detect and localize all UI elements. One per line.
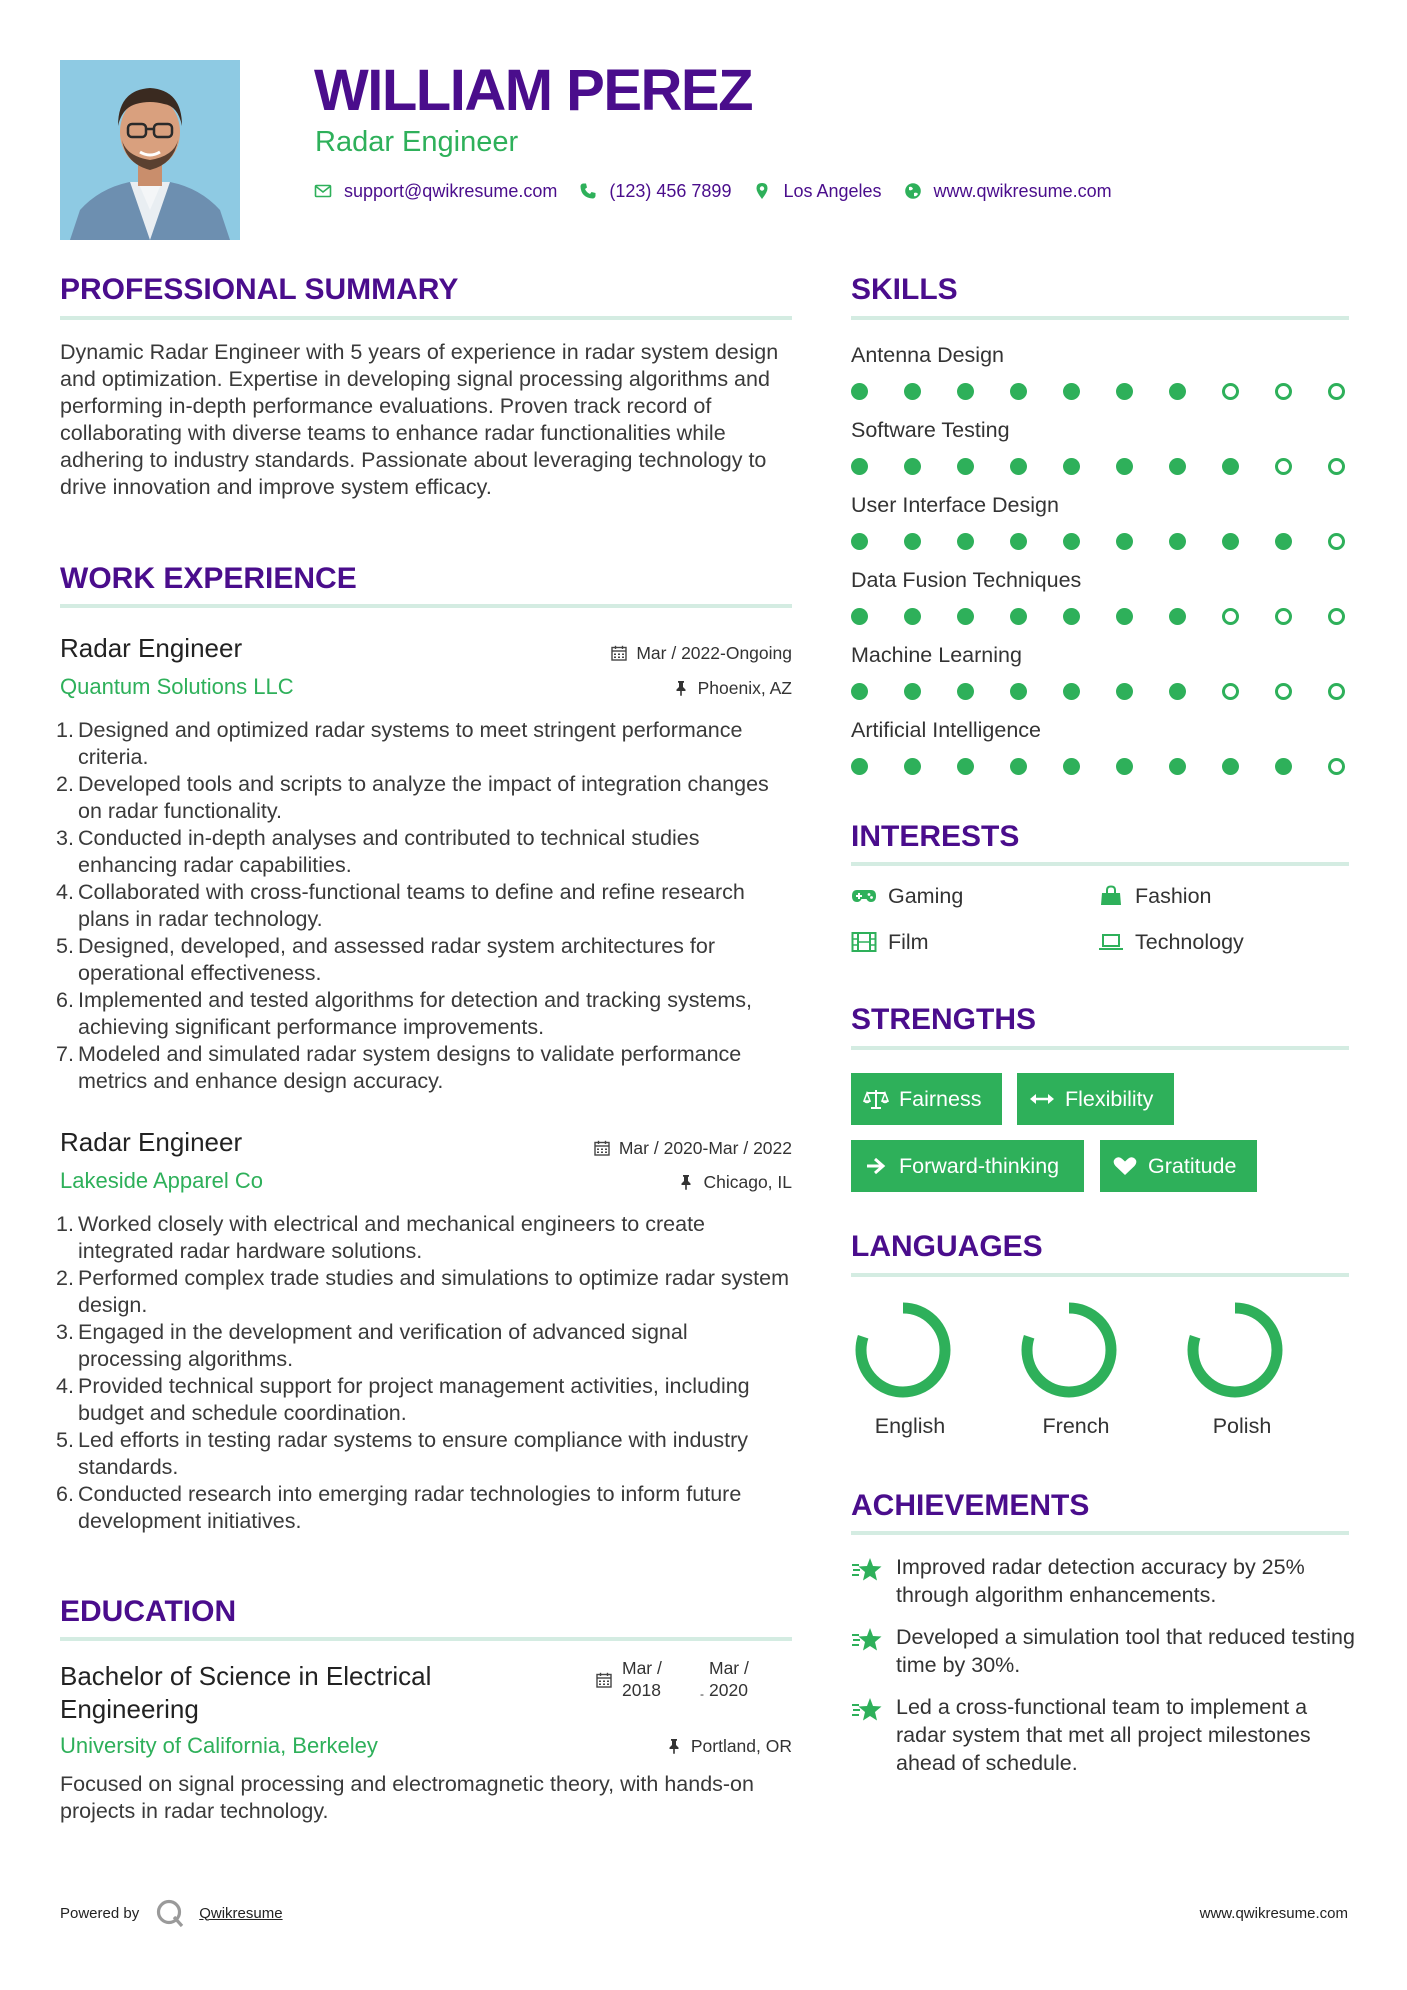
skill-dot-filled — [1116, 608, 1133, 625]
skill-dot-filled — [1222, 533, 1239, 550]
skill-dot-empty — [1275, 383, 1292, 400]
list-item: 1. Designed and optimized radar systems to meet stringent performance criteria. — [56, 718, 743, 769]
job-1-title: Radar Engineer — [60, 633, 243, 663]
skill-name: User Interface Design — [851, 493, 1059, 517]
skill-rating — [851, 755, 1351, 777]
job-2-date — [594, 1136, 792, 1160]
education-description: Focused on signal processing and electromagnetic theory, with hands-on projects in radar technology. — [60, 1772, 754, 1823]
skill-dot-filled — [904, 758, 921, 775]
language-name: French — [1042, 1414, 1110, 1438]
skill-dot-empty — [1328, 608, 1345, 625]
language-ring — [1019, 1300, 1119, 1400]
education-rule — [60, 1637, 792, 1641]
footer-powered-by — [60, 1898, 283, 1928]
work-title: WORK EXPERIENCE — [60, 562, 357, 595]
shopping-bag-icon — [1098, 885, 1124, 907]
achievement-text: Improved radar detection accuracy by 25% through algorithm enhancements. — [896, 1555, 1305, 1607]
powered-by-text: Powered by — [60, 1904, 140, 1922]
languages-title: LANGUAGES — [851, 1230, 1043, 1263]
list-item: 2. Performed complex trade studies and simulations to optimize radar system design. — [56, 1266, 790, 1317]
skill-dot-filled — [1169, 758, 1186, 775]
strength-chip: Fairness — [851, 1073, 1002, 1125]
skill-rating — [851, 530, 1351, 552]
calendar-icon — [596, 1672, 612, 1688]
language-ring-arc — [861, 1308, 945, 1392]
strength-chip: Forward-thinking — [851, 1140, 1084, 1192]
strengths-rule — [851, 1046, 1349, 1050]
skill-dot-filled — [1169, 533, 1186, 550]
skill-dot-filled — [1169, 458, 1186, 475]
skill-name: Antenna Design — [851, 343, 1004, 367]
languages-rule — [851, 1273, 1349, 1277]
skill-dot-filled — [904, 608, 921, 625]
skill-dot-empty — [1275, 608, 1292, 625]
skill-dot-filled — [851, 758, 868, 775]
work-rule — [60, 604, 792, 608]
achievement-text: Led a cross-functional team to implement a radar system that met all project milestones ahead of schedule. — [896, 1695, 1311, 1775]
skill-dot-filled — [957, 683, 974, 700]
skill-dot-filled — [1010, 383, 1027, 400]
skill-name: Software Testing — [851, 418, 1010, 442]
contact-location — [753, 181, 881, 202]
skill-dot-empty — [1275, 683, 1292, 700]
skill-name: Data Fusion Techniques — [851, 568, 1082, 592]
contact-location-text: Los Angeles — [783, 180, 882, 201]
contact-bar — [314, 176, 1134, 206]
qwikresume-link[interactable]: Qwikresume — [199, 1904, 283, 1922]
list-item: 2. Developed tools and scripts to analyze the impact of integration changes on radar functionality. — [56, 772, 769, 823]
list-item: 3. Conducted in-depth analyses and contributed to technical studies enhancing radar capabilities. — [56, 826, 700, 877]
skill-dot-filled — [904, 458, 921, 475]
edu-start-2: 2018 — [622, 1680, 661, 1700]
language-ring — [1185, 1300, 1285, 1400]
pushpin-icon — [678, 1174, 694, 1190]
skill-dot-filled — [904, 683, 921, 700]
skill-dot-empty — [1328, 683, 1345, 700]
skill-dot-filled — [1063, 608, 1080, 625]
skill-dot-empty — [1328, 458, 1345, 475]
skill-dot-filled — [1116, 458, 1133, 475]
globe-icon — [904, 182, 922, 200]
footer-website[interactable]: www.qwikresume.com — [1199, 1905, 1348, 1922]
job-1-company: Quantum Solutions LLC — [60, 674, 294, 699]
interest-item: Gaming — [851, 882, 963, 910]
list-item: 5. Led efforts in testing radar systems to ensure compliance with industry standards. — [56, 1428, 749, 1479]
skill-rating — [851, 680, 1351, 702]
skill-dot-filled — [1063, 458, 1080, 475]
language-ring-arc — [1027, 1308, 1111, 1392]
contact-website-text: www.qwikresume.com — [933, 180, 1112, 201]
job-1-bullets — [56, 717, 792, 1095]
interests-rule — [851, 862, 1349, 866]
summary-rule — [60, 316, 792, 320]
balance-scale-icon — [863, 1088, 889, 1110]
skill-dot-filled — [1010, 458, 1027, 475]
skill-name: Artificial Intelligence — [851, 718, 1042, 742]
summary-title: PROFESSIONAL SUMMARY — [60, 273, 459, 306]
avatar-illustration — [60, 60, 240, 240]
interest-item: Fashion — [1098, 882, 1212, 910]
job-2-title: Radar Engineer — [60, 1127, 243, 1157]
pushpin-icon — [666, 1738, 682, 1754]
skills-rule — [851, 316, 1349, 320]
envelope-icon — [314, 182, 332, 200]
skill-dot-filled — [1169, 683, 1186, 700]
list-item: 4. Collaborated with cross-functional teams to define and refine research plans in radar technology. — [56, 880, 745, 931]
skill-dot-filled — [1275, 533, 1292, 550]
job-1-location-text: Phoenix, AZ — [697, 678, 792, 698]
contact-website[interactable] — [904, 181, 1112, 202]
star-icon — [851, 1696, 883, 1724]
skill-dot-filled — [957, 383, 974, 400]
strength-chip: Gratitude — [1100, 1140, 1257, 1192]
skill-dot-filled — [1010, 683, 1027, 700]
skill-dot-filled — [851, 608, 868, 625]
pushpin-icon — [673, 680, 689, 696]
laptop-icon — [1098, 931, 1124, 953]
contact-phone[interactable] — [579, 181, 731, 202]
education-location-text: Portland, OR — [690, 1736, 792, 1756]
job-1-date-text: Mar / 2022-Ongoing — [636, 643, 792, 663]
job-2-company: Lakeside Apparel Co — [60, 1168, 264, 1193]
list-item: 5. Designed, developed, and assessed radar system architectures for operational effectiveness. — [56, 934, 715, 985]
strength-chip: Flexibility — [1017, 1073, 1174, 1125]
arrows-horizontal-icon — [1029, 1088, 1055, 1110]
skill-dot-filled — [957, 608, 974, 625]
contact-phone-text: (123) 456 7899 — [609, 180, 732, 201]
skill-dot-filled — [957, 458, 974, 475]
skill-dot-filled — [904, 533, 921, 550]
star-icon — [851, 1556, 883, 1584]
contact-email[interactable] — [314, 181, 557, 202]
skill-dot-filled — [1169, 608, 1186, 625]
skill-dot-filled — [851, 683, 868, 700]
degree-line-2: Engineering — [60, 1694, 199, 1724]
degree-line-1: Bachelor of Science in Electrical — [60, 1661, 432, 1691]
language-ring-arc — [1193, 1308, 1277, 1392]
edu-date-separator: - — [700, 1687, 704, 1701]
skill-dot-empty — [1275, 458, 1292, 475]
skill-dot-filled — [1275, 758, 1292, 775]
strengths-title: STRENGTHS — [851, 1003, 1037, 1036]
skill-dot-empty — [1328, 383, 1345, 400]
skill-dot-filled — [1116, 758, 1133, 775]
language-name: English — [874, 1414, 946, 1438]
job-2-location-text: Chicago, IL — [703, 1172, 792, 1192]
interests-title: INTERESTS — [851, 820, 1020, 853]
gamepad-icon — [851, 885, 877, 907]
job-2-bullets — [56, 1211, 792, 1535]
interest-item: Film — [851, 928, 929, 956]
film-icon — [851, 931, 877, 953]
skill-dot-filled — [1063, 758, 1080, 775]
list-item: 1. Worked closely with electrical and mechanical engineers to create integrated radar hardware solutions. — [56, 1212, 705, 1263]
candidate-name: WILLIAM PEREZ — [314, 58, 753, 123]
phone-icon — [579, 182, 597, 200]
contact-email-text: support@qwikresume.com — [344, 180, 558, 201]
skill-dot-filled — [1063, 383, 1080, 400]
achievements-title: ACHIEVEMENTS — [851, 1489, 1090, 1522]
skill-dot-filled — [1010, 608, 1027, 625]
skill-dot-filled — [851, 383, 868, 400]
skill-dot-filled — [1010, 758, 1027, 775]
skill-dot-filled — [1222, 758, 1239, 775]
list-item: 6. Conducted research into emerging radar technologies to inform future development initiatives. — [56, 1482, 742, 1533]
skill-dot-filled — [957, 533, 974, 550]
star-icon — [851, 1626, 883, 1654]
list-item: 6. Implemented and tested algorithms for detection and tracking systems, achieving significant performance improvements. — [56, 988, 753, 1039]
profile-photo — [60, 60, 240, 240]
skill-dot-empty — [1222, 683, 1239, 700]
edu-end-1: Mar / — [709, 1658, 749, 1678]
list-item: 4. Provided technical support for project management activities, including budget and schedule coordination. — [56, 1374, 750, 1425]
qwikresume-logo-icon — [155, 1898, 185, 1928]
skill-rating — [851, 455, 1351, 477]
achievement-text: Developed a simulation tool that reduced testing time by 30%. — [896, 1625, 1355, 1677]
calendar-icon — [594, 1140, 610, 1156]
skill-dot-filled — [1222, 458, 1239, 475]
job-1-location — [673, 676, 792, 700]
job-2-date-text: Mar / 2020-Mar / 2022 — [618, 1138, 792, 1158]
map-marker-icon — [753, 182, 771, 200]
skill-rating — [851, 605, 1351, 627]
language-ring — [853, 1300, 953, 1400]
edu-start-1: Mar / — [622, 1658, 662, 1678]
education-title: EDUCATION — [60, 1595, 237, 1628]
summary-text: Dynamic Radar Engineer with 5 years of experience in radar system design and optimization. Expertise in developing signal processing algorithms and performing in-depth performance evaluations. Proven track record of collaborating with diverse teams to enhance radar functionalities while adhering to industry standards. Passionate about leveraging technology to drive innovation and improve system efficacy. — [60, 340, 779, 499]
candidate-role: Radar Engineer — [315, 126, 519, 158]
list-item: 3. Engaged in the development and verification of advanced signal processing algorithms. — [56, 1320, 688, 1371]
list-item: 7. Modeled and simulated radar system designs to validate performance metrics and enhance design accuracy. — [56, 1042, 742, 1093]
skill-dot-empty — [1328, 533, 1345, 550]
skill-dot-filled — [1010, 533, 1027, 550]
skill-dot-empty — [1222, 608, 1239, 625]
achievements-rule — [851, 1531, 1349, 1535]
skill-dot-empty — [1328, 758, 1345, 775]
skill-dot-filled — [1063, 533, 1080, 550]
skill-dot-filled — [1116, 383, 1133, 400]
job-1-date — [611, 641, 792, 665]
skill-dot-filled — [904, 383, 921, 400]
skill-rating — [851, 380, 1351, 402]
language-name: Polish — [1212, 1414, 1272, 1438]
skill-dot-filled — [957, 758, 974, 775]
calendar-icon — [611, 645, 627, 661]
school-name: University of California, Berkeley — [60, 1733, 378, 1758]
arrow-right-icon — [863, 1155, 889, 1177]
skill-dot-empty — [1222, 383, 1239, 400]
skill-dot-filled — [1063, 683, 1080, 700]
skill-name: Machine Learning — [851, 643, 1022, 667]
job-2-location — [678, 1170, 792, 1194]
edu-end-2: 2020 — [709, 1680, 748, 1700]
skill-dot-filled — [1116, 683, 1133, 700]
education-location — [666, 1734, 792, 1758]
skill-dot-filled — [851, 533, 868, 550]
skill-dot-filled — [851, 458, 868, 475]
skill-dot-filled — [1116, 533, 1133, 550]
interest-item: Technology — [1098, 928, 1244, 956]
skills-title: SKILLS — [851, 273, 958, 306]
skill-dot-filled — [1169, 383, 1186, 400]
heart-icon — [1112, 1155, 1138, 1177]
